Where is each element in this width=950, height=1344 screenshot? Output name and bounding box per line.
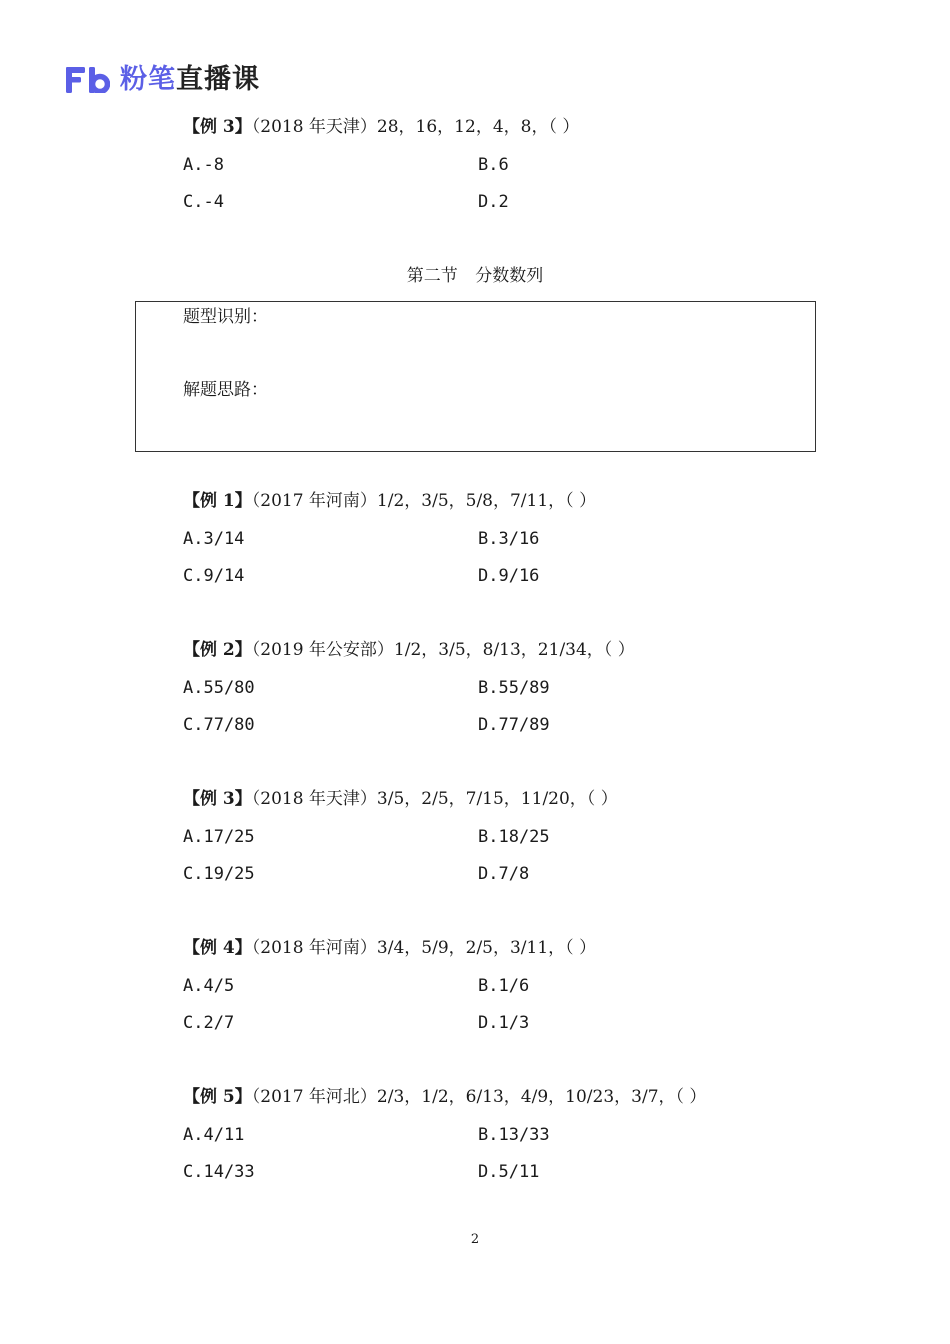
option-a: A.55/80	[183, 678, 255, 698]
question-text: （2018 年天津）3/5，2/5，7/15，11/20，（ ）	[251, 789, 618, 809]
option-b: B.6	[478, 155, 509, 175]
question-stem	[183, 788, 618, 810]
option-c: C.9/14	[183, 566, 245, 586]
option-a: A.4/11	[183, 1125, 245, 1145]
option-b: B.55/89	[478, 678, 550, 698]
option-b: B.13/33	[478, 1125, 550, 1145]
page-number: 2	[470, 1232, 480, 1247]
option-d: D.5/11	[478, 1162, 540, 1182]
box-label-identify: 题型识别：	[183, 307, 268, 327]
question-text: （2019 年公安部）1/2，3/5，8/13，21/34，（ ）	[251, 640, 635, 660]
brand-logo	[66, 60, 260, 100]
logo-brand: 粉笔	[120, 64, 176, 95]
option-d: D.7/8	[478, 864, 530, 884]
question-stem	[183, 937, 596, 959]
fb-logo-icon	[66, 67, 110, 93]
option-d: D.77/89	[478, 715, 550, 735]
option-b: B.18/25	[478, 827, 550, 847]
box-label-approach: 解题思路：	[183, 380, 268, 400]
question-stem	[183, 1086, 706, 1108]
logo-suffix: 直播课	[176, 64, 260, 95]
question-stem	[183, 116, 579, 138]
question-text: （2018 年天津）28，16，12，4，8，（ ）	[251, 117, 580, 137]
section-title: 第二节 分数数列	[406, 266, 544, 286]
question-tag: 【例 5】	[183, 1087, 252, 1107]
option-d: D.9/16	[478, 566, 540, 586]
question-tag: 【例 4】	[183, 938, 252, 958]
option-b: B.3/16	[478, 529, 540, 549]
option-a: A.17/25	[183, 827, 255, 847]
question-stem	[183, 490, 596, 512]
question-tag: 【例 1】	[183, 491, 252, 511]
option-d: D.1/3	[478, 1013, 530, 1033]
question-stem	[183, 639, 635, 661]
option-c: C.19/25	[183, 864, 255, 884]
question-text: （2018 年河南）3/4，5/9，2/5，3/11，（ ）	[251, 938, 597, 958]
option-c: C.14/33	[183, 1162, 255, 1182]
notes-box	[135, 301, 816, 452]
option-c: C.2/7	[183, 1013, 235, 1033]
question-tag: 【例 3】	[183, 117, 252, 137]
option-c: C.77/80	[183, 715, 255, 735]
option-b: B.1/6	[478, 976, 530, 996]
option-a: A.3/14	[183, 529, 245, 549]
question-text: （2017 年河北）2/3，1/2，6/13，4/9，10/23，3/7，（ ）	[251, 1087, 707, 1107]
logo-text	[120, 60, 260, 100]
option-a: A.-8	[183, 155, 224, 175]
question-tag: 【例 3】	[183, 789, 252, 809]
option-c: C.-4	[183, 192, 224, 212]
option-a: A.4/5	[183, 976, 235, 996]
question-tag: 【例 2】	[183, 640, 252, 660]
question-text: （2017 年河南）1/2，3/5，5/8，7/11，（ ）	[251, 491, 597, 511]
option-d: D.2	[478, 192, 509, 212]
